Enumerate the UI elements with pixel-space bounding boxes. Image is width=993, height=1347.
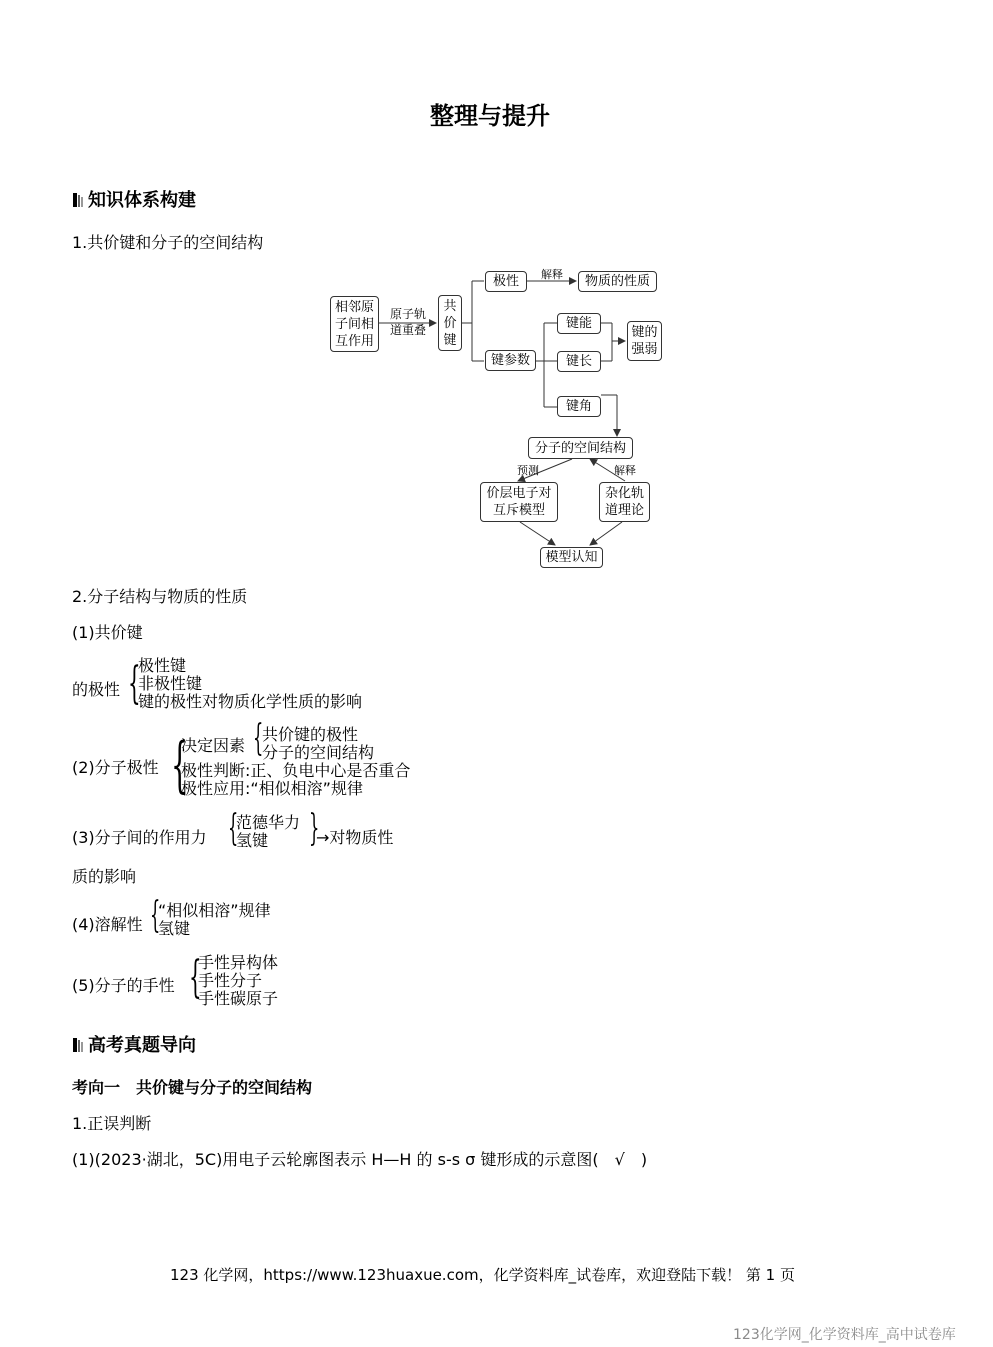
p2-apply: 极性应用:“相似相溶”规律 xyxy=(181,779,363,798)
p1-item-3: 键的极性对物质化学性质的影响 xyxy=(138,692,363,711)
p4-item-2: 氢键 xyxy=(158,919,191,938)
box-substance-property: 物质的性质 xyxy=(578,271,657,292)
box-bond-length: 键长 xyxy=(557,351,601,372)
box-vsepr-model: 价层电子对互斥模型 xyxy=(480,482,558,522)
page-footer: 123 化学网，https://www.123huaxue.com，化学资料库_试卷库，欢迎登陆下载！ 第 1 页 xyxy=(170,1266,795,1284)
q1-heading: 1.正误判断 xyxy=(72,1114,152,1133)
label-explain-1: 解释 xyxy=(541,268,563,281)
page-title: 整理与提升 xyxy=(430,101,550,130)
q1-item-1: (1)(2023·湖北，5C)用电子云轮廓图表示 H—H 的 s-s σ 键形成的示意图( √ ) xyxy=(72,1150,648,1169)
p5-item-1: 手性异构体 xyxy=(198,953,279,972)
part2-heading: 2.分子结构与物质的性质 xyxy=(72,587,248,606)
section-heading-text: 知识体系构建 xyxy=(88,190,196,211)
box-bond-angle: 键角 xyxy=(557,396,601,417)
box-covalent-bond: 共价键 xyxy=(438,295,462,351)
p4-item-1: “相似相溶”规律 xyxy=(158,901,271,920)
section-marker-icon xyxy=(72,1037,84,1053)
p2-prefix: (2)分子极性 xyxy=(72,758,159,777)
brace-p4: { xyxy=(150,895,161,936)
box-polarity: 极性 xyxy=(485,271,527,292)
p5-item-2: 手性分子 xyxy=(198,971,263,990)
brace-p1: { xyxy=(128,658,141,709)
brace-p2-inner: { xyxy=(253,718,264,759)
box-model-cognition: 模型认知 xyxy=(540,547,603,568)
box-spatial-structure: 分子的空间结构 xyxy=(528,437,633,459)
brace-p3-right: } xyxy=(309,808,320,849)
p1-item-2: 非极性键 xyxy=(138,674,203,693)
box-bond-parameters: 键参数 xyxy=(485,350,536,371)
brace-p5: { xyxy=(189,952,202,1003)
p4-prefix: (4)溶解性 xyxy=(72,915,143,934)
part1-heading: 1.共价键和分子的空间结构 xyxy=(72,233,264,252)
label-explain-2: 解释 xyxy=(614,464,636,477)
watermark: 123化学网_化学资料库_高中试卷库 xyxy=(733,1327,956,1343)
p3-continuation: 质的影响 xyxy=(72,867,137,886)
p1-prefix: 的极性 xyxy=(72,680,121,699)
p2-factor-item-2: 分子的空间结构 xyxy=(262,743,375,762)
brace-p2-outer: { xyxy=(171,730,189,800)
p3-item-2: 氢键 xyxy=(236,831,269,850)
p3-prefix: (3)分子间的作用力 xyxy=(72,828,207,847)
box-bond-strength: 键的强弱 xyxy=(627,321,662,361)
box-hybrid-orbital: 杂化轨道理论 xyxy=(599,482,650,522)
box-bond-energy: 键能 xyxy=(557,313,601,334)
brace-p3-left: { xyxy=(228,808,239,849)
p1-label: (1)共价键 xyxy=(72,623,143,642)
box-atomic-interaction: 相邻原子间相互作用 xyxy=(330,296,379,352)
label-orbital-overlap: 原子轨道重叠 xyxy=(389,307,426,337)
p5-item-3: 手性碳原子 xyxy=(198,989,279,1008)
p2-factor: 决定因素 xyxy=(181,736,246,755)
p2-judge: 极性判断:正、负电中心是否重合 xyxy=(181,761,411,780)
label-predict: 预测 xyxy=(517,464,539,477)
p5-prefix: (5)分子的手性 xyxy=(72,976,175,995)
p3-item-1: 范德华力 xyxy=(236,813,301,832)
p1-item-1: 极性键 xyxy=(138,656,187,675)
direction1-heading: 考向一 共价键与分子的空间结构 xyxy=(72,1078,313,1097)
p3-suffix: →对物质性 xyxy=(316,828,394,847)
section-heading-text: 高考真题导向 xyxy=(88,1035,196,1056)
p2-factor-item-1: 共价键的极性 xyxy=(262,725,359,744)
section-heading-exam xyxy=(72,1031,196,1057)
